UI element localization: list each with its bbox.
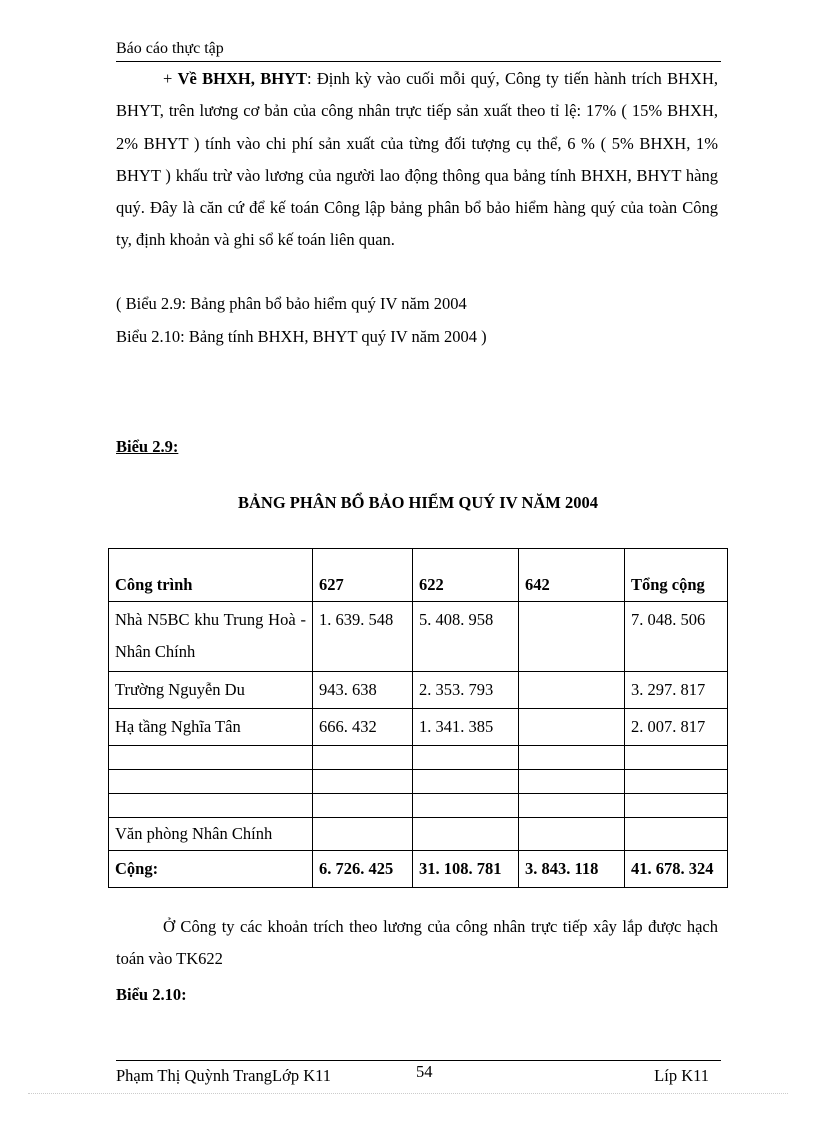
cell-627: 1. 639. 548 — [313, 602, 413, 672]
cell-622 — [413, 794, 519, 818]
table-header-row — [109, 549, 728, 602]
cell-project — [109, 746, 313, 770]
cell-project: Văn phòng Nhân Chính — [109, 818, 313, 851]
cell-project: Hạ tầng Nghĩa Tân — [109, 708, 313, 745]
cell-627 — [313, 770, 413, 794]
page-number: 54 — [416, 1062, 433, 1081]
total-642: 3. 843. 118 — [519, 851, 625, 888]
cell-project — [109, 770, 313, 794]
cell-627: 666. 432 — [313, 708, 413, 745]
total-627: 6. 726. 425 — [313, 851, 413, 888]
cell-total: 7. 048. 506 — [625, 602, 728, 672]
cell-642 — [519, 671, 625, 708]
cell-total — [625, 794, 728, 818]
total-label: Cộng: — [109, 851, 313, 888]
cell-622 — [413, 746, 519, 770]
cell-project — [109, 794, 313, 818]
paragraph-tk622 — [116, 911, 718, 976]
insurance-allocation-table — [108, 548, 728, 888]
cell-627: 943. 638 — [313, 671, 413, 708]
cell-627 — [313, 818, 413, 851]
cell-627 — [313, 746, 413, 770]
reference-line-1: ( Biểu 2.9: Bảng phân bổ bảo hiểm quý IV năm 2004 — [116, 294, 467, 313]
cell-total: 3. 297. 817 — [625, 671, 728, 708]
cell-622 — [413, 770, 519, 794]
page-edge-divider — [28, 1093, 788, 1094]
table-row — [109, 671, 728, 708]
header-cong-trinh: Công trình — [109, 549, 313, 602]
header-tong-cong: Tổng cộng — [625, 549, 728, 602]
table-total-row — [109, 851, 728, 888]
cell-622 — [413, 818, 519, 851]
cell-total: 2. 007. 817 — [625, 708, 728, 745]
page-header — [116, 38, 721, 62]
paragraph-bold-heading: Về BHXH, BHYT — [177, 69, 307, 88]
footer-class: Líp K11 — [654, 1066, 709, 1085]
footer-author: Phạm Thị Quỳnh TrangLớp K11 — [116, 1066, 331, 1085]
table-row — [109, 770, 728, 794]
section-label-2-10: Biểu 2.10: — [116, 985, 187, 1004]
cell-642 — [519, 770, 625, 794]
page-footer — [116, 1060, 721, 1085]
cell-project: Trường Nguyễn Du — [109, 671, 313, 708]
table-row — [109, 602, 728, 672]
table-row — [109, 794, 728, 818]
cell-642 — [519, 746, 625, 770]
cell-642 — [519, 818, 625, 851]
cell-total — [625, 746, 728, 770]
table-row — [109, 818, 728, 851]
header-642: 642 — [519, 549, 625, 602]
cell-total — [625, 818, 728, 851]
paragraph-tk622-text: Ở Công ty các khoản trích theo lương của công nhân trực tiếp xây lắp được hạch toán vào TK622 — [116, 917, 718, 969]
table-title: BẢNG PHÂN BỔ BẢO HIỂM QUÝ IV NĂM 2004 — [238, 493, 598, 512]
cell-642 — [519, 708, 625, 745]
cell-627 — [313, 794, 413, 818]
cell-622: 2. 353. 793 — [413, 671, 519, 708]
header-title: Báo cáo thực tập — [116, 40, 224, 57]
reference-line-2: Biểu 2.10: Bảng tính BHXH, BHYT quý IV năm 2004 ) — [116, 327, 487, 346]
table-row — [109, 746, 728, 770]
total-622: 31. 108. 781 — [413, 851, 519, 888]
paragraph-bhxh-bhyt — [116, 63, 718, 257]
cell-total — [625, 770, 728, 794]
cell-622: 1. 341. 385 — [413, 708, 519, 745]
section-label-2-9: Biểu 2.9: — [116, 437, 179, 456]
total-tong-cong: 41. 678. 324 — [625, 851, 728, 888]
cell-642 — [519, 602, 625, 672]
cell-642 — [519, 794, 625, 818]
table-row — [109, 708, 728, 745]
cell-project: Nhà N5BC khu Trung Hoà - Nhân Chính — [109, 602, 313, 672]
header-622: 622 — [413, 549, 519, 602]
header-627: 627 — [313, 549, 413, 602]
paragraph-prefix: + — [163, 69, 178, 88]
cell-622: 5. 408. 958 — [413, 602, 519, 672]
paragraph-body: : Định kỳ vào cuối mỗi quý, Công ty tiến hành trích BHXH, BHYT, trên lương cơ bản của công nhân trực tiếp sản xuất theo tỉ lệ: 17% ( 15% BHXH, 2% BHYT ) tính vào chi phí sản xuất của từng đối tượng cụ thể, 6 % ( 5% BHXH, 1% BHYT ) khấu trừ vào lương của người lao động thông qua bảng tính BHXH, BHYT hàng quý. Đây là căn cứ để kế toán Công lập bảng phân bổ bảo hiểm hàng quý của toàn Công ty, định khoản và ghi sổ kế toán liên quan. — [116, 69, 718, 250]
